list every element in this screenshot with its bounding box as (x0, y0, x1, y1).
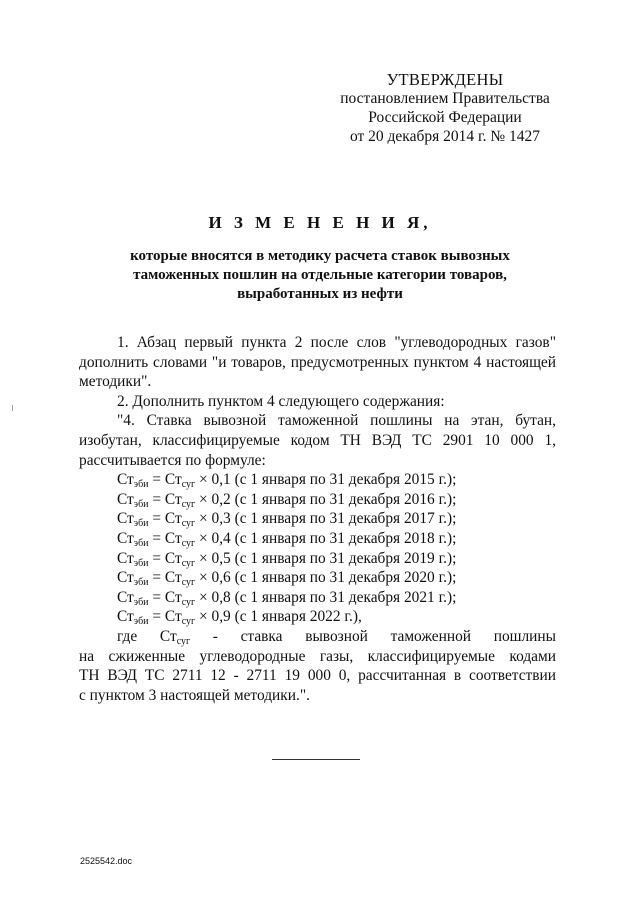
formula-lhs: Ст (117, 490, 134, 508)
where-line-4: с пунктом 3 настоящей методики.". (79, 686, 310, 704)
formula-rate: × 0,1 (с 1 января по 31 декабря 2015 г.); (195, 471, 457, 489)
document-heading (0, 213, 640, 304)
where-symbol-sub: суг (176, 635, 191, 647)
formula-rate: × 0,3 (с 1 января по 31 декабря 2017 г.); (195, 510, 457, 528)
formula-lhs: Ст (117, 608, 134, 626)
formula-rhs-sub: суг (181, 577, 196, 589)
formula-rhs-sub: суг (181, 616, 196, 628)
heading-sub-3: выработанных из нефти (237, 286, 403, 302)
approval-line-3: от 20 декабря 2014 г. № 1427 (349, 128, 541, 145)
formula-rhs-sub: суг (181, 479, 196, 491)
paragraph-2: 2. Дополнить пунктом 4 следующего содержания: (117, 392, 445, 410)
formula-rhs-sub: суг (181, 518, 196, 530)
formula-row (79, 529, 556, 549)
formula-row (79, 509, 556, 529)
formula-row (79, 549, 556, 569)
approval-title: УТВЕРЖДЕНЫ (386, 70, 504, 89)
paragraph-1: 1. Абзац первый пункта 2 после слов "углеводородных газов" дополнить словами "и товаров, предусмотренных пунктом 4 настоящей методики". (79, 334, 556, 391)
approval-line-1: постановлением Правительства (340, 90, 550, 107)
where-line-1 (79, 627, 556, 647)
approval-line-2: Российской Федерации (368, 109, 522, 126)
formula-row (79, 588, 556, 608)
formula-eq: = Ст (148, 471, 182, 489)
formula-rate: × 0,5 (с 1 января по 31 декабря 2019 г.); (195, 549, 457, 567)
approval-block (330, 70, 560, 146)
formula-rate: × 0,8 (с 1 января по 31 декабря 2021 г.); (195, 588, 457, 606)
where-line-3: ТН ВЭД ТС 2711 12 - 2711 19 000 0, рассчитанная в соответствии (79, 667, 556, 685)
formula-rate: × 0,2 (с 1 января по 31 декабря 2016 г.); (195, 490, 457, 508)
formula-lhs-sub: эби (133, 616, 149, 628)
end-divider (272, 759, 360, 760)
formula-rate: × 0,4 (с 1 января по 31 декабря 2018 г.); (195, 529, 457, 547)
where-line-2: на сжиженные углеводородные газы, классифицируемые кодами (79, 647, 556, 665)
formula-lhs: Ст (117, 588, 134, 606)
formula-eq: = Ст (148, 608, 182, 626)
margin-mark (12, 405, 13, 411)
heading-sub-2: таможенных пошлин на отдельные категории товаров, (133, 267, 507, 283)
heading-title: И З М Е Н Е Н И Я, (208, 213, 432, 232)
where-symbol-base: Ст (159, 627, 177, 645)
formula-lhs: Ст (117, 510, 134, 528)
formula-lhs: Ст (117, 549, 134, 567)
formula-lhs: Ст (117, 471, 134, 489)
formula-eq: = Ст (148, 569, 182, 587)
formula-lhs-sub: эби (133, 518, 149, 530)
heading-sub-1: которые вносятся в методику расчета ставок вывозных (130, 248, 510, 264)
formula-row (79, 568, 556, 588)
formula-rate: × 0,9 (с 1 января 2022 г.), (195, 608, 362, 626)
formula-rhs-sub: суг (181, 498, 196, 510)
where-word-6: таможенной (390, 627, 472, 645)
formula-lhs-sub: эби (133, 596, 149, 608)
where-word-5: вывозной (305, 627, 368, 645)
paragraph-3: "4. Ставка вывозной таможенной пошлины на этан, бутан, изобутан, классифицируемые кодом ТН ВЭД ТС 2901 10 000 1, рассчитывается по формуле: (79, 412, 556, 469)
document-body (79, 333, 556, 705)
formula-rhs-sub: суг (181, 557, 196, 569)
formula-lhs: Ст (117, 529, 134, 547)
where-symbol (160, 627, 190, 647)
formula-row (79, 470, 556, 490)
formula-lhs-sub: эби (133, 537, 149, 549)
formula-lhs-sub: эби (133, 557, 149, 569)
formula-eq: = Ст (148, 549, 182, 567)
formula-lhs-sub: эби (133, 577, 149, 589)
formula-rhs-sub: суг (181, 596, 196, 608)
formula-rate: × 0,6 (с 1 января по 31 декабря 2020 г.); (195, 569, 457, 587)
formula-eq: = Ст (148, 529, 182, 547)
formula-row (79, 490, 556, 510)
formula-eq: = Ст (148, 588, 182, 606)
formula-lhs-sub: эби (133, 498, 149, 510)
formula-list (79, 470, 556, 627)
formula-lhs: Ст (117, 569, 134, 587)
formula-row (79, 607, 556, 627)
formula-rhs-sub: суг (181, 537, 196, 549)
file-reference: 2525542.doc (80, 856, 133, 866)
where-word-7: пошлины (493, 627, 556, 645)
formula-lhs-sub: эби (133, 479, 149, 491)
where-word-4: ставка (240, 627, 283, 645)
where-word-3: - (212, 627, 218, 645)
formula-eq: = Ст (148, 490, 182, 508)
formula-eq: = Ст (148, 510, 182, 528)
where-word-1: где (117, 627, 138, 645)
